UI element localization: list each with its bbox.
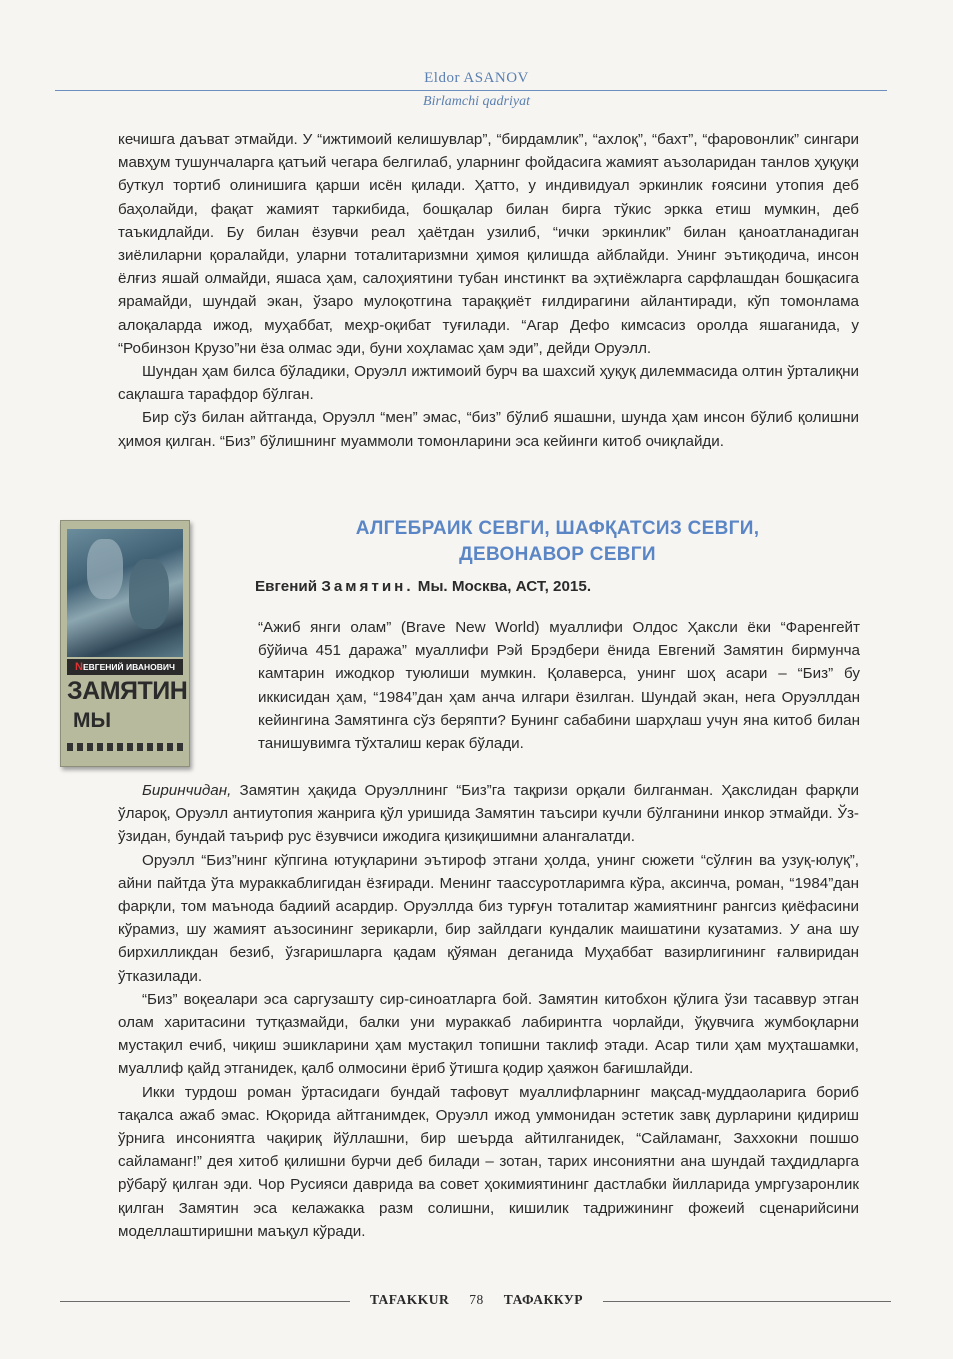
page-number: 78	[469, 1292, 484, 1307]
paragraph: “Биз” воқеалари эса саргузашту сир-синоатларга бой. Замятин китобхон қўлига ўзи тасаввур этган олам харитасини тутқазмайди, балки уни мураккаб лабиринтга чорлайди, ўқувчига жумбоқларни мустақил ечиб, чиқиш эшикларини ҳам мустақил топишни таклиф этади. Асар тили ҳам муҳташамки, муаллиф қайд этганидек, қалб олмосини ёриб ўтишга қодир ҳаяжон бағишлайди.	[118, 990, 859, 1078]
header-rule	[55, 90, 887, 91]
article-header	[255, 516, 860, 595]
paragraph: Икки турдош роман ўртасидаги бундай тафовут муаллифларнинг мақсад-муддаоларига бориб тақалса ажаб эмас. Юқорида айтганимдек, Оруэлл ижод уммонидан эстетик завқ дурларини қидириш ўрнига инсониятга чақириқ йўллашни, бир шеърда айтилганидек, “Сайламанг, Заххокни пошшо сайламанг!” дея хитоб қилишни бурчи деб билади – зотан, тарих инсониятни ана шундай таҳдидларга рўбарў қилган эди. Чор Русияси даврида ва совет ҳокимиятининг дастлабки йилларида умргузаронлик қилган Замятин эса келажакка разм солишни, кишилик тадрижининг фожеий сценарийсини моделлаштиришни маъқул кўради.	[118, 1083, 859, 1240]
running-header-rubric: Birlamchi qadriyat	[423, 94, 530, 109]
bibliographic-reference	[255, 578, 860, 595]
paragraph: Биринчидан, Замятин ҳақида Оруэллнинг “Биз”га тақризи орқали билганман. Ҳакслидан фарқли ўлароқ, Оруэлл антиутопия жанрига қўл уришида Замятин таъсири кучли бўлганини инкор этмайди. Ўз-ўзидан, бундай таъриф рус ёзувчиси ижодига қизиқишимни алангалатди.	[118, 782, 859, 846]
cover-author-name: ЕВГЕНИЙ ИВАНОВИЧ	[83, 662, 175, 672]
footer-journal-cyrillic: ТАФАККУР	[503, 1292, 583, 1307]
biblio-author-first: Евгений	[255, 578, 318, 595]
footer-journal-latin: TAFAKKUR	[370, 1292, 450, 1307]
paragraph: Шундан ҳам билса бўладики, Оруэлл ижтимоий бурч ва шахсий ҳуқуқ дилеммасида олтин ўрталиқни сақлашга тарафдор бўлган.	[118, 363, 859, 404]
cover-title: ЗАМЯТИН	[67, 677, 188, 705]
paragraph: кечишга даъват этмайди. У “ижтимоий келишувлар”, “бирдамлик”, “ахлоқ”, “бахт”, “фаровонлик” сингари мавҳум тушунчаларга қатъий чегара белгилаб, уларнинг фойдасига жамият аъзоларидан танлов ҳуқуқи буткул тортиб олинишига қарши исён қилади. Ҳатто, у индивидуал эркинлик ғоясини утопия деб баҳолайди, фақат жамият таркибида, бошқалар билан бирга тўкис эркка етиш мумкин, деб таъкидлайди. Бу билан ёзувчи реал ҳаётдан узилиб, “ички эркинлик” билан қаноатланадиган зиёлиларни қоралайди, уларни тоталитаризмни ҳимоя қилишда айблайди. Унинг эътиқодича, инсон ёлғиз яшай олмайди, яшаса ҳам, салоҳиятини тубан инстинкт ва эҳтиёжларга сарфлашдан бошқасига ярамайди, шундай экан, ўзаро мулоқотгина тараққиёт ғилдирагини айлантиради, кўп томонлама алоқаларда ижод, муҳаббат, меҳр-оқибат туғилади. “Агар Дефо кимсасиз оролда яшаганида, у “Робинзон Крузо”ни ёза олмас эди, буни хоҳламас ҳам эди”, дейди Оруэлл.	[118, 131, 859, 357]
cover-author-band: NЕВГЕНИЙ ИВАНОВИЧ	[67, 659, 183, 675]
paragraph: Бир сўз билан айтганда, Оруэлл “мен” эмас, “биз” бўлиб яшашни, шунда ҳам инсон бўлиб қолишни ҳимоя қилган. “Биз” бўлишнинг муаммоли томонларини эса кейинги китоб очиқлайди.	[118, 409, 859, 450]
intro-text	[118, 128, 859, 453]
book-cover-image	[60, 520, 190, 767]
cover-artwork	[67, 529, 183, 657]
column-text	[258, 616, 860, 755]
article-title-line-1: АЛГЕБРАИК СЕВГИ, ШАФҚАТСИЗ СЕВГИ,	[355, 518, 760, 539]
emphasis: Биринчидан,	[142, 782, 232, 799]
paragraph: “Ажиб янги олам” (Brave New World) муаллифи Олдос Ҳаксли ёки “Фаренгейт бўйича 451 даража” муаллифи Рэй Брэдбери ёнида Евгений Замятин бирмунча камтарин ижодкор туюлиши мумкин. Қолаверса, унинг шоҳ асари – “Биз” бу иккисидан ҳам, “1984”дан ҳам анча илгари ёзилган. Шундай экан, нега Оруэллдан кейингина Замятинга сўз беряпти? Бунинг сабабини шарҳлаш учун яна китоб билан танишувимга тўхталиш керак бўлади.	[258, 619, 860, 753]
running-header-author: Eldor ASANOV	[424, 70, 529, 86]
paragraph: Оруэлл “Биз”нинг кўпгина ютуқларини эътироф этгани ҳолда, унинг сюжети “сўлғин ва узуқ-юлуқ”, айни пайтда ўта мураккаблигидан ёзғиради. Менинг таассуротларимга кўра, аксинча, роман, “1984”дан фарқли, том маънода бадиий асардир. Оруэллда биз турғун тоталитар жамиятнинг рангсиз қиёфасини кўрамиз, шу жамият аъзосининг зерикарли, бир зайлдаги кундалик маишатини кузатамиз. У ана шу бирхилликдан безиб, ўзгаришларга қадам қўяман деганида Муҳаббат вазирлигининг ғалвиридан ўтказилади.	[118, 851, 859, 985]
main-text	[118, 779, 859, 1243]
running-header	[0, 70, 953, 87]
cover-subtitle: МЫ	[73, 709, 112, 732]
biblio-publication: Мы. Москва, АСТ, 2015.	[417, 578, 592, 595]
article-title-line-2: ДЕВОНАВОР СЕВГИ	[459, 544, 656, 565]
cover-decorative-strip	[67, 743, 183, 751]
page-footer	[0, 1292, 953, 1310]
biblio-author-last: Замятин.	[321, 578, 414, 595]
